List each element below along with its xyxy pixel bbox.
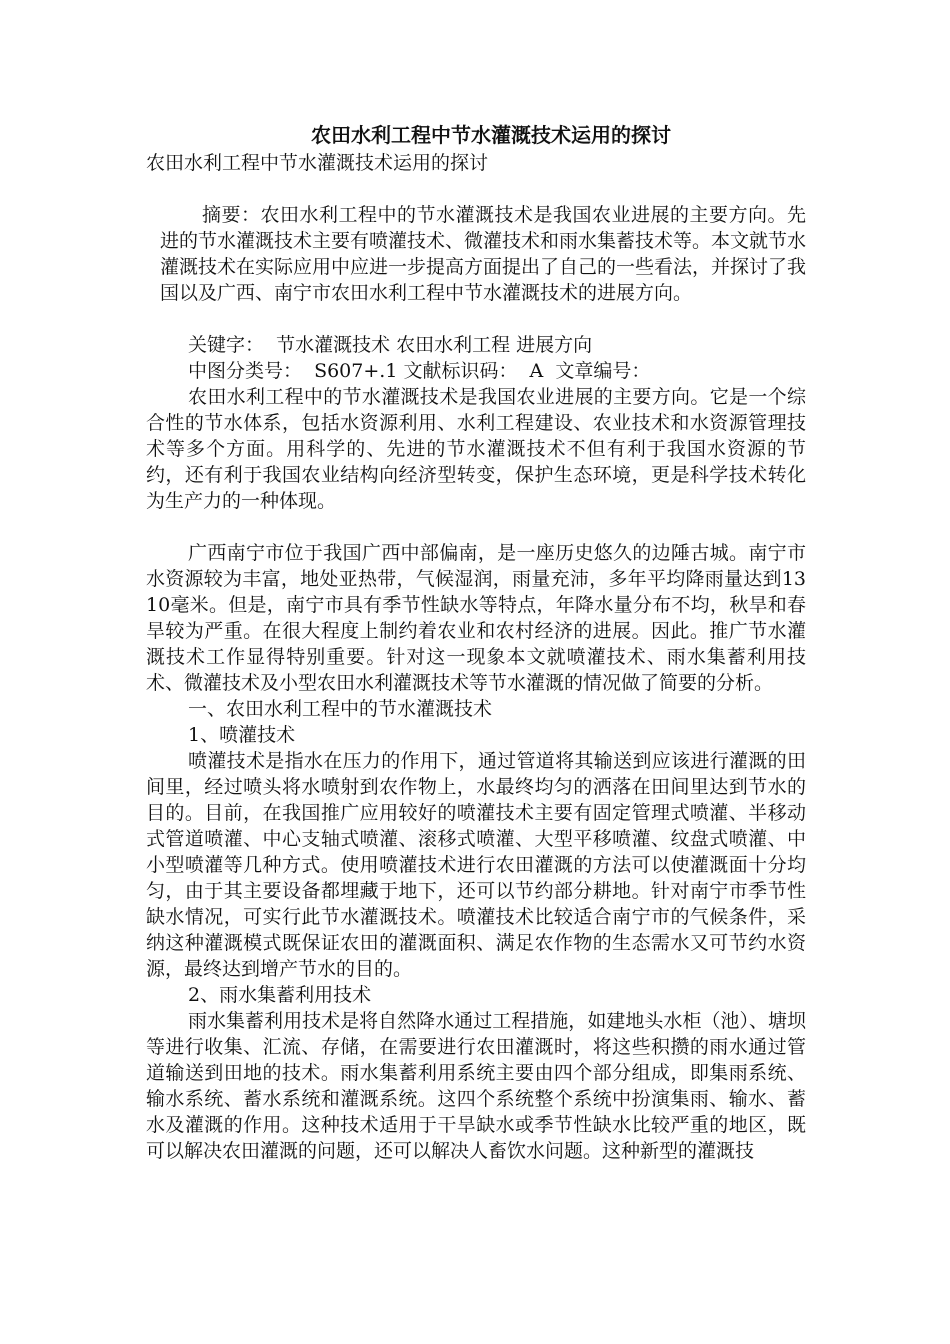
document-page	[146, 120, 806, 1164]
keywords-line: 关键字： 节水灌溉技术 农田水利工程 进展方向	[188, 334, 593, 356]
classification-line: 中图分类号： S607+.1 文献标识码： A 文章编号：	[188, 360, 651, 382]
document-subtitle: 农田水利工程中节水灌溉技术运用的探讨	[146, 152, 489, 174]
intro-paragraph: 农田水利工程中的节水灌溉技术是我国农业进展的主要方向。它是一个综合性的节水体系，包括水资源利用、水利工程建设、农业技术和水资源管理技术等多个方面。用科学的、先进的节水灌溉技术不但有利于我国水资源的节约，还有利于我国农业结构向经济型转变，保护生态环境，更是科学技术转化为生产力的一种体现。	[146, 386, 806, 512]
nanning-paragraph: 广西南宁市位于我国广西中部偏南，是一座历史悠久的边陲古城。南宁市水资源较为丰富，地处亚热带，气候湿润，雨量充沛，多年平均降雨量达到1310毫米。但是，南宁市具有季节性缺水等特点，年降水量分布不均，秋旱和春旱较为严重。在很大程度上制约着农业和农村经济的进展。因此。推广节水灌溉技术工作显得特别重要。针对这一现象本文就喷灌技术、雨水集蓄利用技术、微灌技术及小型农田水利灌溉技术等节水灌溉的情况做了简要的分析。	[146, 542, 806, 694]
section-heading-1: 一、农田水利工程中的节水灌溉技术	[188, 698, 493, 720]
subsection-heading-rainwater: 2、雨水集蓄利用技术	[188, 984, 372, 1006]
spacer	[146, 176, 806, 202]
spacer	[146, 306, 806, 332]
rainwater-paragraph: 雨水集蓄利用技术是将自然降水通过工程措施，如建地头水柜（池）、塘坝等进行收集、汇流、存储，在需要进行农田灌溉时，将这些积攒的雨水通过管道输送到田地的技术。雨水集蓄利用系统主要由四个部分组成，即集雨系统、输水系统、蓄水系统和灌溉系统。这四个系统整个系统中扮演集雨、输水、蓄水及灌溉的作用。这种技术适用于干旱缺水或季节性缺水比较严重的地区，既可以解决农田灌溉的问题，还可以解决人畜饮水问题。这种新型的灌溉技	[146, 1010, 806, 1162]
subsection-heading-sprinkler: 1、喷灌技术	[188, 724, 296, 746]
document-title: 农田水利工程中节水灌溉技术运用的探讨	[311, 123, 671, 147]
sprinkler-paragraph: 喷灌技术是指水在压力的作用下，通过管道将其输送到应该进行灌溉的田间里，经过喷头将水喷射到农作物上，水最终均匀的洒落在田间里达到节水的目的。目前，在我国推广应用较好的喷灌技术主要有固定管理式喷灌、半移动式管道喷灌、中心支轴式喷灌、滚移式喷灌、大型平移喷灌、纹盘式喷灌、中小型喷灌等几种方式。使用喷灌技术进行农田灌溉的方法可以使灌溉面十分均匀，由于其主要设备都埋藏于地下，还可以节约部分耕地。针对南宁市季节性缺水情况，可实行此节水灌溉技术。喷灌技术比较适合南宁市的气候条件，采纳这种灌溉模式既保证农田的灌溉面积、满足农作物的生态需水又可节约水资源，最终达到增产节水的目的。	[146, 750, 806, 980]
spacer	[146, 514, 806, 540]
abstract-paragraph: 摘要：农田水利工程中的节水灌溉技术是我国农业进展的主要方向。先进的节水灌溉技术主要有喷灌技术、微灌技术和雨水集蓄技术等。本文就节水灌溉技术在实际应用中应进一步提高方面提出了自己的一些看法，并探讨了我国以及广西、南宁市农田水利工程中节水灌溉技术的进展方向。	[160, 204, 807, 304]
